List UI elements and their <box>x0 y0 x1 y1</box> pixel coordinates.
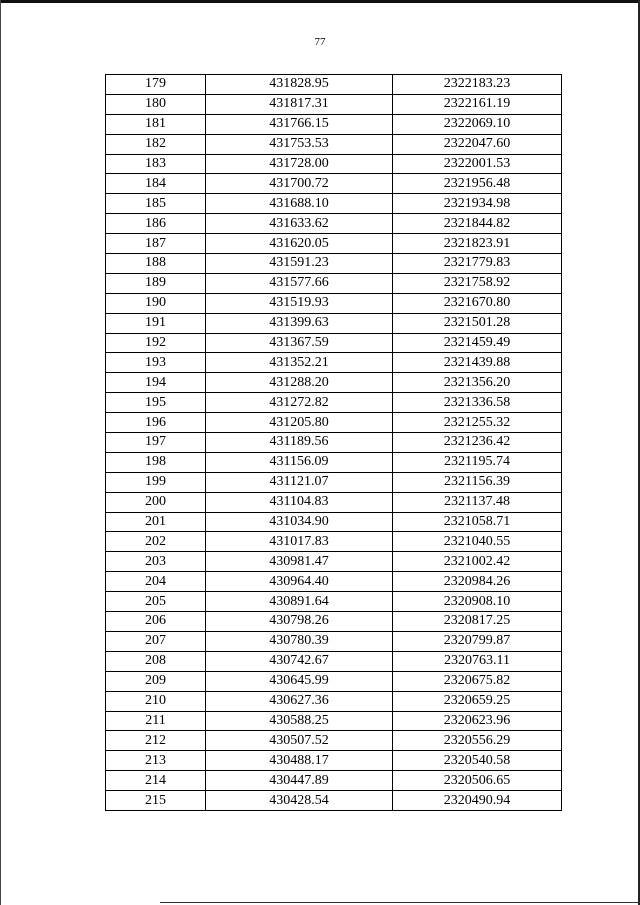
x-coordinate-cell: 431753.53 <box>206 134 393 154</box>
coordinate-table-body <box>106 75 562 811</box>
y-coordinate-cell: 2320675.82 <box>393 671 562 691</box>
y-coordinate-cell: 2321934.98 <box>393 194 562 214</box>
point-number-cell: 187 <box>106 234 206 254</box>
point-number-cell: 190 <box>106 293 206 313</box>
point-number-cell: 211 <box>106 711 206 731</box>
table-row <box>106 154 562 174</box>
table-row <box>106 174 562 194</box>
y-coordinate-cell: 2321336.58 <box>393 393 562 413</box>
point-number-cell: 205 <box>106 592 206 612</box>
point-number-cell: 208 <box>106 651 206 671</box>
x-coordinate-cell: 431017.83 <box>206 532 393 552</box>
table-row <box>106 313 562 333</box>
x-coordinate-cell: 431288.20 <box>206 373 393 393</box>
x-coordinate-cell: 431104.83 <box>206 492 393 512</box>
table-row <box>106 75 562 95</box>
point-number-cell: 197 <box>106 433 206 453</box>
y-coordinate-cell: 2320659.25 <box>393 691 562 711</box>
x-coordinate-cell: 431399.63 <box>206 313 393 333</box>
y-coordinate-cell: 2321844.82 <box>393 214 562 234</box>
y-coordinate-cell: 2320490.94 <box>393 791 562 811</box>
y-coordinate-cell: 2320506.65 <box>393 771 562 791</box>
y-coordinate-cell: 2321255.32 <box>393 413 562 433</box>
point-number-cell: 186 <box>106 214 206 234</box>
point-number-cell: 209 <box>106 671 206 691</box>
y-coordinate-cell: 2322069.10 <box>393 114 562 134</box>
point-number-cell: 202 <box>106 532 206 552</box>
point-number-cell: 193 <box>106 353 206 373</box>
x-coordinate-cell: 430891.64 <box>206 592 393 612</box>
x-coordinate-cell: 430645.99 <box>206 671 393 691</box>
x-coordinate-cell: 431577.66 <box>206 273 393 293</box>
table-row <box>106 612 562 632</box>
table-row <box>106 552 562 572</box>
x-coordinate-cell: 431620.05 <box>206 234 393 254</box>
point-number-cell: 189 <box>106 273 206 293</box>
point-number-cell: 191 <box>106 313 206 333</box>
table-row <box>106 114 562 134</box>
x-coordinate-cell: 431034.90 <box>206 512 393 532</box>
x-coordinate-cell: 431766.15 <box>206 114 393 134</box>
table-row <box>106 472 562 492</box>
y-coordinate-cell: 2321779.83 <box>393 254 562 274</box>
scan-border-bottom <box>160 902 640 903</box>
table-row <box>106 651 562 671</box>
y-coordinate-cell: 2321823.91 <box>393 234 562 254</box>
point-number-cell: 184 <box>106 174 206 194</box>
x-coordinate-cell: 430627.36 <box>206 691 393 711</box>
coordinate-table <box>105 74 562 811</box>
point-number-cell: 207 <box>106 631 206 651</box>
x-coordinate-cell: 431205.80 <box>206 413 393 433</box>
y-coordinate-cell: 2322047.60 <box>393 134 562 154</box>
y-coordinate-cell: 2321670.80 <box>393 293 562 313</box>
x-coordinate-cell: 430981.47 <box>206 552 393 572</box>
table-row <box>106 691 562 711</box>
y-coordinate-cell: 2321137.48 <box>393 492 562 512</box>
y-coordinate-cell: 2321236.42 <box>393 433 562 453</box>
point-number-cell: 182 <box>106 134 206 154</box>
point-number-cell: 210 <box>106 691 206 711</box>
y-coordinate-cell: 2321058.71 <box>393 512 562 532</box>
y-coordinate-cell: 2321501.28 <box>393 313 562 333</box>
y-coordinate-cell: 2320984.26 <box>393 572 562 592</box>
x-coordinate-cell: 431828.95 <box>206 75 393 95</box>
point-number-cell: 196 <box>106 413 206 433</box>
table-row <box>106 94 562 114</box>
table-row <box>106 333 562 353</box>
point-number-cell: 215 <box>106 791 206 811</box>
point-number-cell: 194 <box>106 373 206 393</box>
x-coordinate-cell: 431633.62 <box>206 214 393 234</box>
scan-border-left <box>0 0 1 905</box>
table-row <box>106 413 562 433</box>
x-coordinate-cell: 431688.10 <box>206 194 393 214</box>
x-coordinate-cell: 431817.31 <box>206 94 393 114</box>
table-row <box>106 751 562 771</box>
x-coordinate-cell: 431728.00 <box>206 154 393 174</box>
table-row <box>106 373 562 393</box>
y-coordinate-cell: 2321156.39 <box>393 472 562 492</box>
y-coordinate-cell: 2321956.48 <box>393 174 562 194</box>
x-coordinate-cell: 431156.09 <box>206 452 393 472</box>
table-row <box>106 293 562 313</box>
x-coordinate-cell: 430780.39 <box>206 631 393 651</box>
y-coordinate-cell: 2322001.53 <box>393 154 562 174</box>
x-coordinate-cell: 430447.89 <box>206 771 393 791</box>
y-coordinate-cell: 2321439.88 <box>393 353 562 373</box>
table-row <box>106 592 562 612</box>
table-row <box>106 671 562 691</box>
table-row <box>106 711 562 731</box>
point-number-cell: 203 <box>106 552 206 572</box>
point-number-cell: 192 <box>106 333 206 353</box>
point-number-cell: 212 <box>106 731 206 751</box>
table-row <box>106 234 562 254</box>
table-row <box>106 393 562 413</box>
y-coordinate-cell: 2321195.74 <box>393 452 562 472</box>
x-coordinate-cell: 430964.40 <box>206 572 393 592</box>
x-coordinate-cell: 431272.82 <box>206 393 393 413</box>
y-coordinate-cell: 2321758.92 <box>393 273 562 293</box>
x-coordinate-cell: 431352.21 <box>206 353 393 373</box>
y-coordinate-cell: 2320763.11 <box>393 651 562 671</box>
y-coordinate-cell: 2320540.58 <box>393 751 562 771</box>
point-number-cell: 195 <box>106 393 206 413</box>
point-number-cell: 206 <box>106 612 206 632</box>
x-coordinate-cell: 431367.59 <box>206 333 393 353</box>
y-coordinate-cell: 2320556.29 <box>393 731 562 751</box>
table-row <box>106 512 562 532</box>
x-coordinate-cell: 430507.52 <box>206 731 393 751</box>
table-row <box>106 771 562 791</box>
point-number-cell: 180 <box>106 94 206 114</box>
y-coordinate-cell: 2322161.19 <box>393 94 562 114</box>
x-coordinate-cell: 430588.25 <box>206 711 393 731</box>
x-coordinate-cell: 431121.07 <box>206 472 393 492</box>
scan-border-top <box>0 0 640 3</box>
table-row <box>106 731 562 751</box>
point-number-cell: 185 <box>106 194 206 214</box>
y-coordinate-cell: 2320908.10 <box>393 592 562 612</box>
table-row <box>106 492 562 512</box>
y-coordinate-cell: 2321040.55 <box>393 532 562 552</box>
table-row <box>106 273 562 293</box>
point-number-cell: 179 <box>106 75 206 95</box>
point-number-cell: 213 <box>106 751 206 771</box>
x-coordinate-cell: 431519.93 <box>206 293 393 313</box>
y-coordinate-cell: 2320799.87 <box>393 631 562 651</box>
table-row <box>106 791 562 811</box>
point-number-cell: 188 <box>106 254 206 274</box>
table-row <box>106 433 562 453</box>
point-number-cell: 183 <box>106 154 206 174</box>
table-row <box>106 353 562 373</box>
y-coordinate-cell: 2321002.42 <box>393 552 562 572</box>
y-coordinate-cell: 2320817.25 <box>393 612 562 632</box>
point-number-cell: 204 <box>106 572 206 592</box>
table-row <box>106 532 562 552</box>
x-coordinate-cell: 430488.17 <box>206 751 393 771</box>
point-number-cell: 201 <box>106 512 206 532</box>
x-coordinate-cell: 430428.54 <box>206 791 393 811</box>
table-row <box>106 194 562 214</box>
x-coordinate-cell: 431591.23 <box>206 254 393 274</box>
x-coordinate-cell: 431189.56 <box>206 433 393 453</box>
point-number-cell: 200 <box>106 492 206 512</box>
table-row <box>106 631 562 651</box>
x-coordinate-cell: 431700.72 <box>206 174 393 194</box>
point-number-cell: 181 <box>106 114 206 134</box>
y-coordinate-cell: 2321459.49 <box>393 333 562 353</box>
y-coordinate-cell: 2321356.20 <box>393 373 562 393</box>
point-number-cell: 214 <box>106 771 206 791</box>
table-row <box>106 254 562 274</box>
x-coordinate-cell: 430742.67 <box>206 651 393 671</box>
table-row <box>106 452 562 472</box>
point-number-cell: 199 <box>106 472 206 492</box>
table-row <box>106 572 562 592</box>
table-row <box>106 214 562 234</box>
y-coordinate-cell: 2320623.96 <box>393 711 562 731</box>
page-number: 77 <box>314 36 326 48</box>
point-number-cell: 198 <box>106 452 206 472</box>
y-coordinate-cell: 2322183.23 <box>393 75 562 95</box>
x-coordinate-cell: 430798.26 <box>206 612 393 632</box>
table-row <box>106 134 562 154</box>
